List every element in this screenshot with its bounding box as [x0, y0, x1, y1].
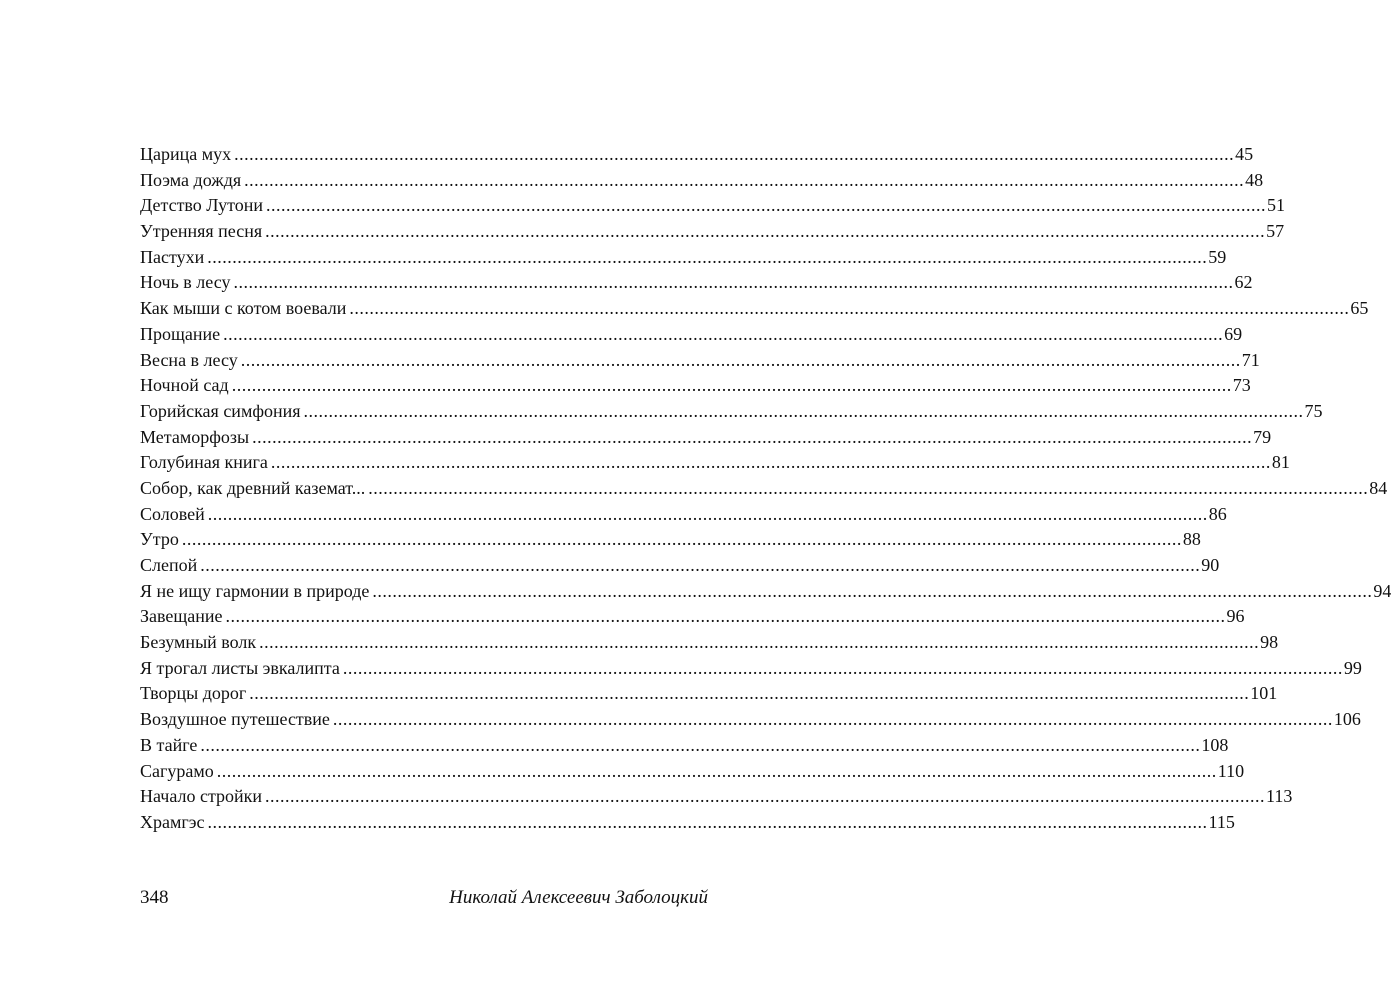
toc-entry-page: 115 [1208, 811, 1235, 832]
toc-entry-leader: ........................................................................................................................................................................................................ [265, 786, 1266, 807]
toc-entry-page: 99 [1343, 657, 1362, 678]
toc-entry [140, 219, 1285, 245]
toc-entry-title: Я трогал листы эвкалипта [140, 657, 340, 678]
toc-entry-title: Воздушное путешествие [140, 709, 330, 730]
toc-entry-title: Прощание [140, 323, 221, 344]
toc-entry [140, 630, 1279, 656]
toc-entry [140, 759, 1245, 785]
toc-entry-page: 90 [1201, 555, 1220, 575]
toc-entry-title: Голубиная книга [140, 452, 268, 473]
toc-entry-page: 45 [1235, 144, 1254, 164]
toc-entry [140, 810, 1235, 836]
toc-entry [140, 681, 1278, 707]
toc-entry-page: 48 [1245, 169, 1264, 190]
toc-entry [140, 784, 1293, 810]
toc-entry [140, 527, 1201, 553]
toc-entry-leader: ........................................................................................................................................................................................................ [223, 323, 1224, 344]
toc-entry-page: 62 [1234, 272, 1253, 293]
toc-entry-leader: ........................................................................................................................................................................................................ [207, 811, 1208, 832]
toc-entry-leader: ........................................................................................................................................................................................................ [207, 246, 1208, 267]
toc-entry-leader: ........................................................................................................................................................................................................ [252, 426, 1253, 447]
toc-entry [140, 245, 1227, 271]
toc-entry-title: В тайге [140, 734, 198, 755]
toc-entry-leader: ........................................................................................................................................................................................................ [270, 452, 1271, 473]
toc-entry-page: 98 [1260, 632, 1279, 653]
toc-entry-title: Детство Лутони [140, 195, 263, 216]
toc-entry-page: 73 [1232, 375, 1251, 396]
toc-entry [140, 322, 1243, 348]
toc-entry-leader: ........................................................................................................................................................................................................ [332, 709, 1333, 730]
toc-entry-page: 59 [1208, 246, 1227, 267]
toc-entry-title: Утренняя песня [140, 221, 263, 242]
toc-entry [140, 502, 1227, 528]
toc-entry-page: 69 [1224, 323, 1243, 344]
toc-entry [140, 373, 1251, 399]
toc-entry-leader: ........................................................................................................................................................................................................ [200, 734, 1201, 755]
toc-entry [140, 604, 1245, 630]
toc-entry-title: Ночь в лесу [140, 272, 231, 293]
toc-entry-title: Поэма дождя [140, 169, 242, 190]
toc-entry [140, 450, 1290, 476]
toc-entry [140, 476, 1388, 502]
toc-entry-leader: ........................................................................................................................................................................................................ [181, 529, 1182, 550]
toc-entry [140, 270, 1253, 296]
toc-entry [140, 425, 1272, 451]
toc-entry [140, 348, 1260, 374]
toc-entry-title: Весна в лесу [140, 349, 238, 370]
toc-entry-leader: ........................................................................................................................................................................................................ [265, 221, 1266, 242]
toc-entry [140, 399, 1323, 425]
page-footer [140, 887, 708, 909]
toc-entry [140, 168, 1264, 194]
toc-entry-title: Сагурамо [140, 760, 214, 781]
toc-entry-page: 113 [1266, 786, 1293, 807]
page-number: 348 [140, 887, 169, 908]
toc-entry-leader: ........................................................................................................................................................................................................ [234, 144, 1235, 164]
toc-entry-page: 65 [1350, 298, 1369, 319]
toc-entry-page: 79 [1253, 426, 1272, 447]
toc-entry [140, 733, 1229, 759]
toc-entry-title: Я не ищу гармонии в природе [140, 580, 370, 601]
toc-entry-leader: ........................................................................................................................................................................................................ [225, 606, 1226, 627]
toc-entry-page: 96 [1226, 606, 1245, 627]
toc-entry [140, 142, 1254, 168]
toc-entry [140, 656, 1362, 682]
toc-entry-leader: ........................................................................................................................................................................................................ [244, 169, 1245, 190]
toc-entry-leader: ........................................................................................................................................................................................................ [216, 760, 1217, 781]
toc-entry-leader: ........................................................................................................................................................................................................ [259, 632, 1260, 653]
toc-entry-title: Безумный волк [140, 632, 257, 653]
toc-entry [140, 193, 1285, 219]
toc-entry-title: Ночной сад [140, 375, 229, 396]
toc-entry-leader: ........................................................................................................................................................................................................ [207, 503, 1208, 524]
toc-entry-title: Пастухи [140, 246, 205, 267]
toc-entry-page: 81 [1271, 452, 1290, 473]
toc-entry-page: 71 [1241, 349, 1260, 370]
toc-entry-title: Как мыши с котом воевали [140, 298, 347, 319]
toc-entry-leader: ........................................................................................................................................................................................................ [240, 349, 1241, 370]
toc-entry [140, 296, 1369, 322]
toc-entry-leader: ........................................................................................................................................................................................................ [303, 400, 1304, 421]
toc-entry-leader: ........................................................................................................................................................................................................ [265, 195, 1266, 216]
toc-entry-page: 75 [1304, 400, 1323, 421]
toc-entry-leader: ........................................................................................................................................................................................................ [231, 375, 1232, 396]
toc-entry-leader: ........................................................................................................................................................................................................ [249, 683, 1250, 704]
toc-entry-title: Соловей [140, 503, 205, 524]
toc-entry-title: Горийская симфония [140, 400, 301, 421]
running-footer-author: Николай Алексеевич Заболоцкий [449, 887, 708, 908]
toc-entry [140, 553, 1220, 579]
toc-entry-leader: ........................................................................................................................................................................................................ [349, 298, 1350, 319]
toc-entry [140, 707, 1361, 733]
toc-entry-leader: ........................................................................................................................................................................................................ [342, 657, 1343, 678]
toc-entry-page: 88 [1182, 529, 1201, 550]
toc-entry-title: Собор, как древний каземат... [140, 477, 366, 498]
toc-entry [140, 579, 1391, 605]
toc-entry-page: 94 [1373, 580, 1391, 601]
toc-entry-title: Творцы дорог [140, 683, 247, 704]
toc-entry-title: Метаморфозы [140, 426, 250, 447]
toc-entry-page: 51 [1266, 195, 1285, 216]
toc-entry-page: 101 [1250, 683, 1278, 704]
toc-entry-title: Начало стройки [140, 786, 263, 807]
toc-entry-page: 57 [1266, 221, 1285, 242]
toc-entry-page: 86 [1208, 503, 1227, 524]
toc-entry-leader: ........................................................................................................................................................................................................ [368, 477, 1369, 498]
toc-entry-title: Слепой [140, 555, 198, 575]
toc-entry-page: 110 [1217, 760, 1245, 781]
toc-entry-page: 108 [1201, 734, 1229, 755]
toc-entry-leader: ........................................................................................................................................................................................................ [200, 555, 1201, 575]
toc-entry-title: Храмгэс [140, 811, 205, 832]
toc-entry-leader: ........................................................................................................................................................................................................ [233, 272, 1234, 293]
toc-entry-page: 84 [1369, 477, 1388, 498]
toc-entry-title: Царица мух [140, 144, 232, 164]
toc-entry-title: Завещание [140, 606, 223, 627]
toc-entry-page: 106 [1333, 709, 1361, 730]
toc-entry-title: Утро [140, 529, 179, 550]
toc-entry-leader: ........................................................................................................................................................................................................ [372, 580, 1373, 601]
table-of-contents [140, 142, 1391, 836]
